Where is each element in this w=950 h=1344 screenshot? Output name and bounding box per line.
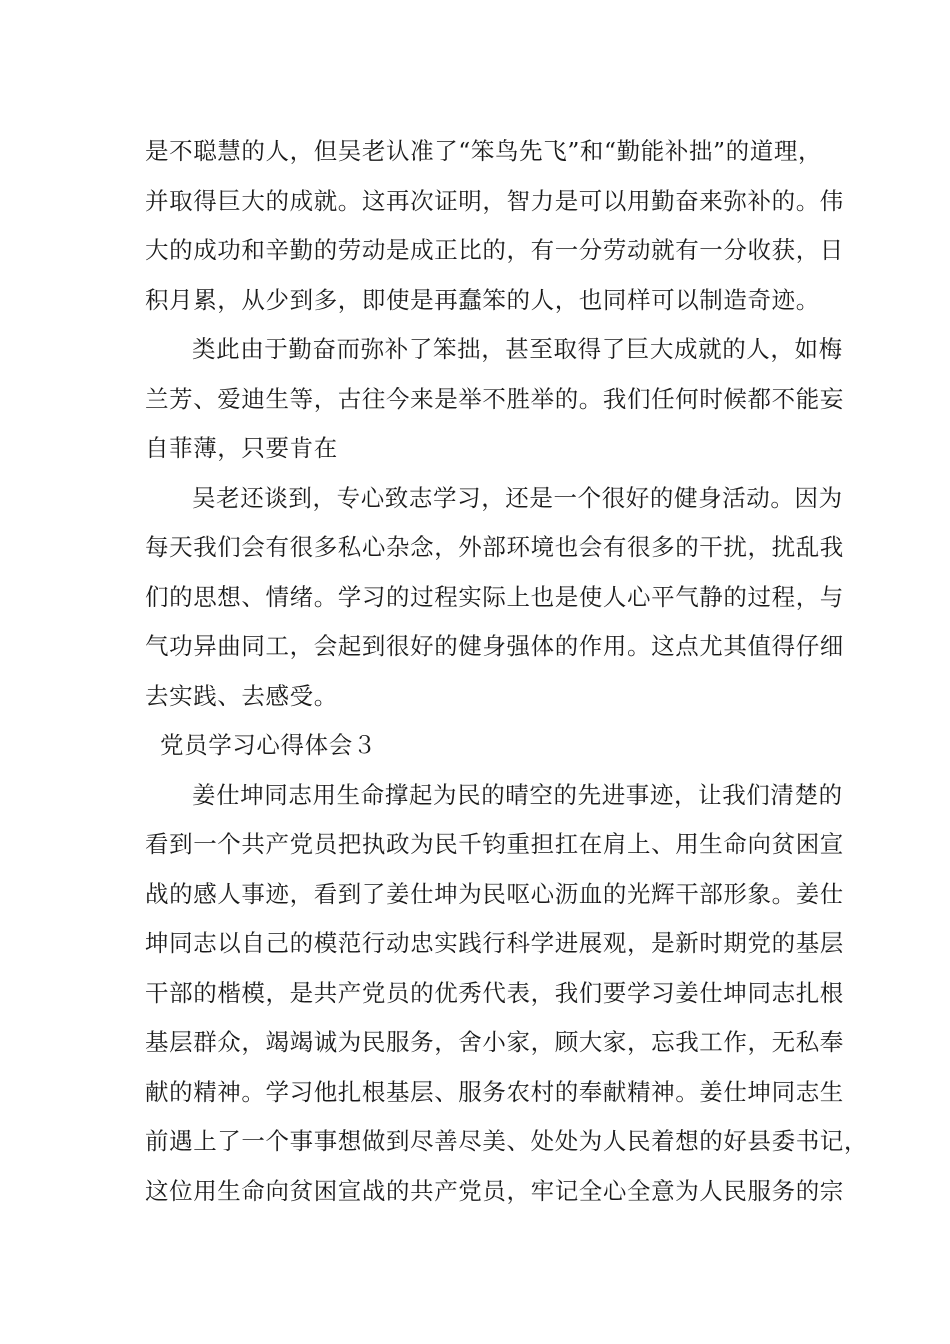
text-line: 们的思想、情绪。学习的过程实际上也是使人心平气静的过程，与: [145, 582, 844, 611]
text-line: 去实践、去感受。: [145, 681, 338, 710]
text-line: 积月累，从少到多，即使是再蠢笨的人，也同样可以制造奇迹。: [145, 285, 820, 314]
text-line: 兰芳、爱迪生等，古往今来是举不胜举的。我们任何时候都不能妄: [145, 384, 844, 413]
text-line: 这位用生命向贫困宣战的共产党员，牢记全心全意为人民服务的宗: [145, 1176, 844, 1205]
text-line: 看到一个共产党员把执政为民千钧重担扛在肩上、用生命向贫困宣: [145, 830, 844, 858]
paragraph-first-line: 吴老还谈到，专心致志学习，还是一个很好的健身活动。因为: [192, 483, 843, 512]
text-line: 干部的楷模，是共产党员的优秀代表，我们要学习姜仕坤同志扎根: [145, 978, 844, 1007]
section-heading: 党员学习心得体会３: [160, 731, 377, 759]
paragraph-first-line: 姜仕坤同志用生命撑起为民的晴空的先进事迹，让我们清楚的: [192, 780, 843, 809]
text-line: 自菲薄，只要肯在: [145, 434, 338, 462]
text-line: 是不聪慧的人，但吴老认准了“笨鸟先飞”和“勤能补拙”的道理，: [145, 137, 823, 165]
text-line: 前遇上了一个事事想做到尽善尽美、处处为人民着想的好县委书记，: [145, 1127, 868, 1155]
text-line: 每天我们会有很多私心杂念，外部环境也会有很多的干扰，扰乱我: [145, 533, 844, 561]
text-line: 大的成功和辛勤的劳动是成正比的，有一分劳动就有一分收获，日: [145, 236, 844, 264]
text-line: 基层群众，竭竭诚为民服务，舍小家，顾大家，忘我工作，无私奉: [145, 1028, 844, 1056]
document-body: [145, 127, 868, 1216]
text-line: 战的感人事迹，看到了姜仕坤为民呕心沥血的光辉干部形象。姜仕: [145, 879, 844, 908]
paragraph-first-line: 类此由于勤奋而弥补了笨拙，甚至取得了巨大成就的人，如梅: [192, 335, 843, 363]
text-line: 并取得巨大的成就。这再次证明，智力是可以用勤奋来弥补的。伟: [145, 186, 844, 215]
text-line: 献的精神。学习他扎根基层、服务农村的奉献精神。姜仕坤同志生: [145, 1077, 844, 1106]
text-line: 坤同志以自己的模范行动忠实践行科学进展观，是新时期党的基层: [145, 929, 844, 957]
text-line: 气功异曲同工，会起到很好的健身强体的作用。这点尤其值得仔细: [145, 632, 844, 660]
